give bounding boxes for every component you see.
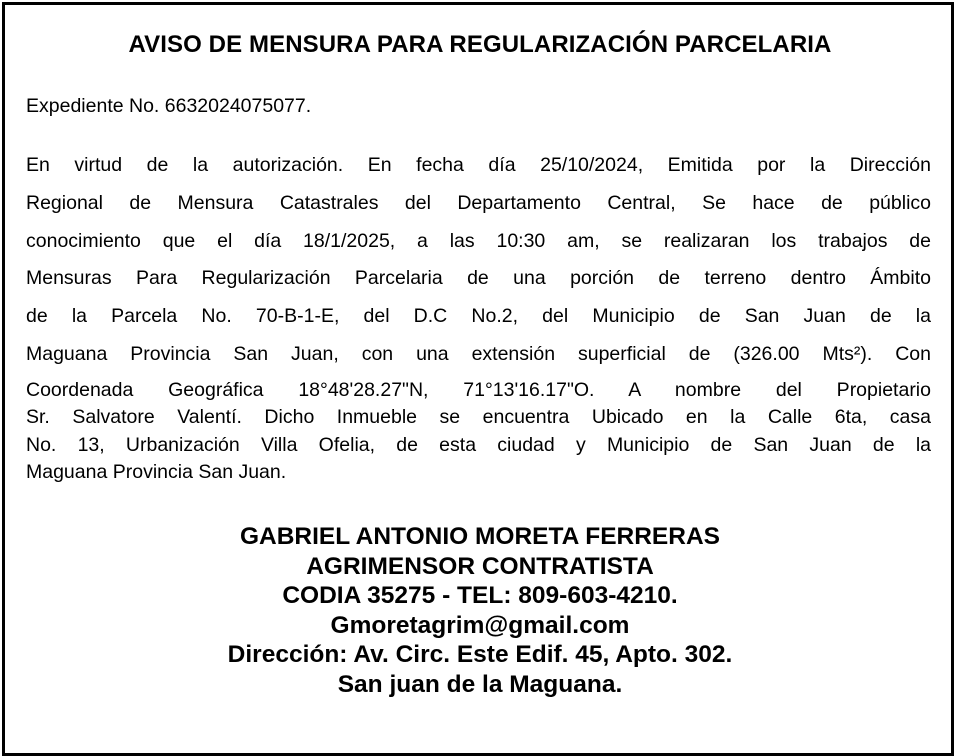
postal-address: Dirección: Av. Circ. Este Edif. 45, Apto. 302. — [227, 641, 733, 668]
surveyor-name: GABRIEL ANTONIO MORETA FERRERAS — [239, 523, 721, 550]
body-line: Sr. Salvatore Valentí. Dicho Inmueble se encuentra Ubicado en la Calle 6ta, casa — [26, 406, 931, 429]
email-address: Gmoretagrim@gmail.com — [330, 611, 630, 639]
notice-title: AVISO DE MENSURA PARA REGULARIZACIÓN PARCELARIA — [128, 31, 832, 58]
codia-phone: CODIA 35275 - TEL: 809-603-4210. — [282, 582, 678, 609]
body-line: Coordenada Geográfica 18°48'28.27"N, 71°13'16.17"O. A nombre del Propietario — [26, 378, 931, 401]
expediente-number: Expediente No. 6632024075077. — [26, 95, 312, 117]
city: San juan de la Maguana. — [337, 670, 623, 698]
surveyor-role: AGRIMENSOR CONTRATISTA — [306, 552, 654, 580]
body-line: Maguana Provincia San Juan, con una extensión superficial de (326.00 Mts²). Con — [26, 342, 931, 365]
signature-block — [5, 522, 954, 699]
notice-frame — [2, 2, 954, 756]
body-line: Mensuras Para Regularización Parcelaria de una porción de terreno dentro Ámbito — [26, 267, 931, 290]
notice-body — [26, 150, 931, 487]
body-line: conocimiento que el día 18/1/2025, a las 10:30 am, se realizaran los trabajos de — [26, 229, 931, 252]
body-line: de la Parcela No. 70-B-1-E, del D.C No.2, del Municipio de San Juan de la — [26, 305, 931, 328]
body-line: No. 13, Urbanización Villa Ofelia, de esta ciudad y Municipio de San Juan de la — [26, 433, 931, 456]
body-line: Regional de Mensura Catastrales del Departamento Central, Se hace de público — [26, 191, 931, 214]
body-line: Maguana Provincia San Juan. — [26, 461, 287, 484]
body-line: En virtud de la autorización. En fecha día 25/10/2024, Emitida por la Dirección — [26, 154, 931, 176]
